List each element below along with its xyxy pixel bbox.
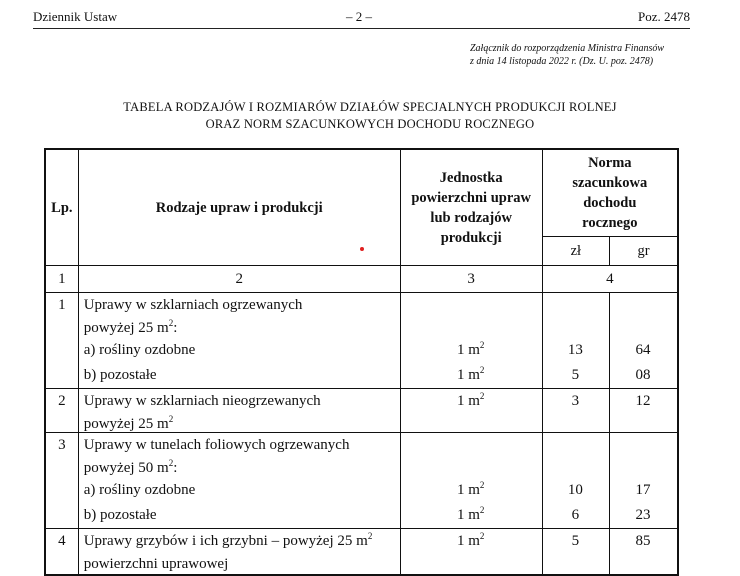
row-unit: 1 $m^2$ [400, 389, 542, 433]
row-gr: 85 [610, 529, 678, 576]
subrow-zl: 6 [571, 507, 580, 523]
row-lp: 1 [45, 293, 78, 389]
row-description [78, 389, 400, 433]
subrow-label: b) pozostałe [83, 367, 157, 383]
row-unit [400, 293, 542, 389]
col-number-1: 1 [45, 266, 78, 293]
column-number-row [45, 266, 678, 293]
header-lp: Lp. [45, 149, 78, 266]
subrow-label: a) rośliny ozdobne [83, 482, 196, 498]
position-number: Poz. 2478 [638, 9, 690, 24]
subrow-unit: 1 $m^2$ [456, 480, 485, 498]
header-name: Rodzaje upraw i produkcji [78, 149, 400, 266]
row-zl [542, 433, 609, 529]
row-zl: 3 [542, 389, 609, 433]
annex-line-2: z dnia 14 listopada 2022 r. (Dz. U. poz. 2478) [470, 56, 654, 67]
rates-table [44, 148, 679, 576]
row-zl [542, 293, 609, 389]
subrow-unit: 1 $m^2$ [456, 365, 485, 383]
journal-name: Dziennik Ustaw [33, 9, 118, 24]
table-row [45, 529, 678, 576]
title-line-2: ORAZ NORM SZACUNKOWYCH DOCHODU ROCZNEGO [205, 117, 535, 131]
subrow-label: a) rośliny ozdobne [83, 342, 196, 358]
col-number-4: 4 [542, 266, 678, 293]
table-row [45, 293, 678, 389]
subrow-unit: 1 $m^2$ [456, 340, 485, 358]
subrow-zl: 5 [571, 367, 580, 383]
subrow-gr: 08 [635, 367, 651, 383]
row-title-line-2: powyżej 50 $m^2$: [83, 458, 178, 476]
subrow-zl: 13 [567, 342, 583, 358]
header-row [45, 149, 678, 237]
subrow-gr: 17 [635, 482, 651, 498]
header-zl: zł [542, 237, 609, 266]
row-title-line-1: Uprawy w tunelach foliowych ogrzewanych [83, 437, 350, 453]
red-marker-dot [360, 247, 364, 251]
row-zl: 5 [542, 529, 609, 576]
annex-line-1: Załącznik do rozporządzenia Ministra Finansów [470, 43, 665, 54]
row-title-line-2: powierzchni uprawowej [83, 556, 229, 572]
row-title-line-2: powyżej 25 $m^2$: [83, 318, 178, 336]
row-description [78, 293, 400, 389]
subrow-label: b) pozostałe [83, 507, 157, 523]
row-lp: 2 [45, 389, 78, 433]
row-lp: 3 [45, 433, 78, 529]
row-unit [400, 433, 542, 529]
row-description [78, 529, 400, 576]
header-unit: Jednostka powierzchni upraw lub rodzajów produkcji [400, 149, 542, 266]
row-unit: 1 $m^2$ [400, 529, 542, 576]
row-description [78, 433, 400, 529]
subrow-gr: 64 [635, 342, 651, 358]
subrow-zl: 10 [567, 482, 583, 498]
subrow-unit: 1 $m^2$ [456, 505, 485, 523]
title-line-1: TABELA RODZAJÓW I ROZMIARÓW DZIAŁÓW SPECJALNYCH PRODUKCJI ROLNEJ [123, 100, 617, 114]
row-title-line-1: Uprawy w szklarniach ogrzewanych [83, 297, 303, 313]
table-row [45, 389, 678, 433]
page-number: – 2 – [346, 9, 372, 24]
table-row [45, 433, 678, 529]
row-gr [610, 433, 678, 529]
row-gr [610, 293, 678, 389]
annex-note [470, 42, 690, 68]
row-title-line-1: Uprawy grzybów i ich grzybni – powyżej 25 $m^2$ [83, 531, 373, 549]
header-rule [33, 28, 690, 29]
col-number-3: 3 [400, 266, 542, 293]
row-lp: 4 [45, 529, 78, 576]
row-gr: 12 [610, 389, 678, 433]
header-norm: Norma szacunkowa dochodu rocznego [542, 149, 678, 237]
col-number-2: 2 [78, 266, 400, 293]
header-gr: gr [610, 237, 678, 266]
row-title-line-2: powyżej 25 $m^2$ [83, 414, 174, 432]
subrow-gr: 23 [635, 507, 651, 523]
document-title [0, 99, 740, 133]
row-title-line-1: Uprawy w szklarniach nieogrzewanych [83, 393, 321, 409]
